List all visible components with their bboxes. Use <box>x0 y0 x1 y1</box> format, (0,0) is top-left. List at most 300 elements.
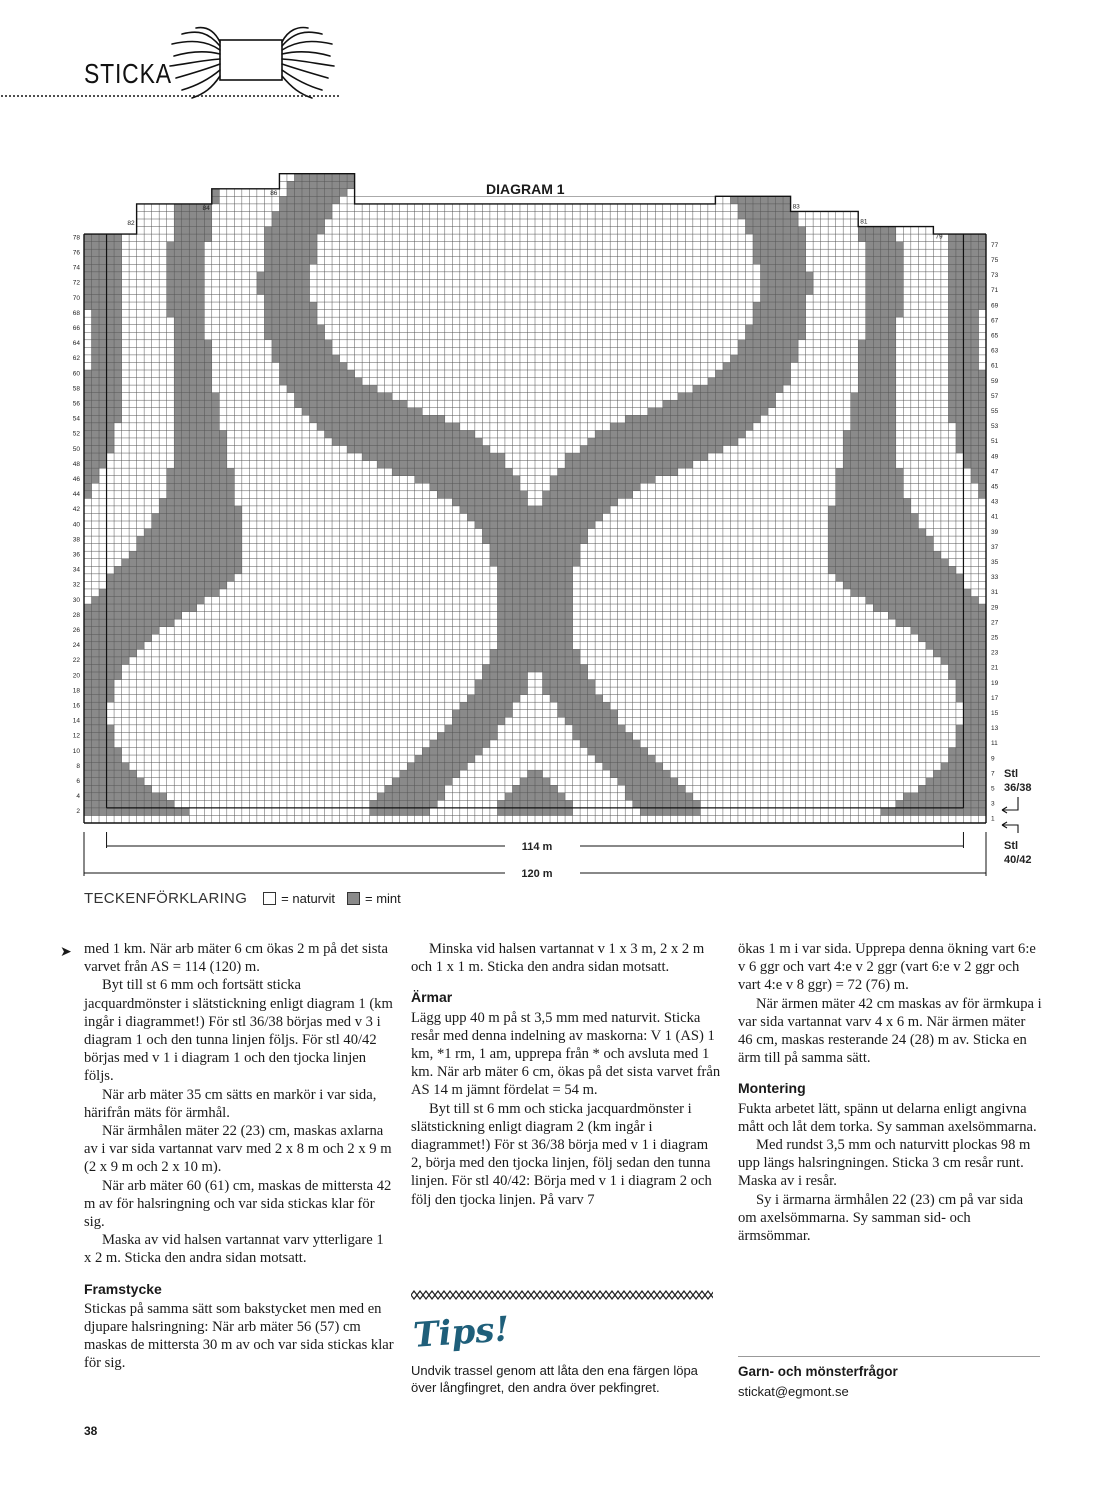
chart-cell-mint <box>618 476 626 484</box>
chart-cell-mint <box>941 800 949 808</box>
chart-cell-mint <box>212 581 220 589</box>
chart-cell-mint <box>573 513 581 521</box>
chart-cell-mint <box>978 664 986 672</box>
chart-cell-mint <box>663 800 671 808</box>
chart-cell-mint <box>580 725 588 733</box>
chart-cell-mint <box>407 770 415 778</box>
chart-cell-mint <box>144 604 152 612</box>
chart-cell-mint <box>182 529 190 537</box>
chart-cell-mint <box>625 778 633 786</box>
chart-cell-mint <box>197 242 205 250</box>
chart-cell-mint <box>92 378 100 386</box>
chart-cell-mint <box>873 506 881 514</box>
chart-cell-mint <box>174 589 182 597</box>
chart-cell-mint <box>610 468 618 476</box>
chart-cell-mint <box>550 521 558 529</box>
chart-cell-mint <box>520 498 528 506</box>
chart-cell-mint <box>460 476 468 484</box>
chart-cell-mint <box>512 597 520 605</box>
chart-cell-mint <box>565 581 573 589</box>
chart-cell-mint <box>264 264 272 272</box>
chart-cell-mint <box>978 672 986 680</box>
chart-cell-mint <box>768 211 776 219</box>
chart-cell-mint <box>84 272 92 280</box>
chart-cell-mint <box>888 393 896 401</box>
text-column-1 <box>84 940 394 1373</box>
chart-cell-mint <box>761 264 769 272</box>
chart-cell-mint <box>272 295 280 303</box>
chart-cell-mint <box>227 559 235 567</box>
chart-cell-mint <box>888 430 896 438</box>
chart-cell-mint <box>858 491 866 499</box>
chart-cell-mint <box>866 325 874 333</box>
chart-cell-mint <box>543 612 551 620</box>
chart-cell-mint <box>99 234 107 242</box>
chart-cell-mint <box>603 725 611 733</box>
chart-cell-mint <box>294 310 302 318</box>
chart-cell-mint <box>294 174 302 182</box>
row-number-right: 75 <box>991 257 999 265</box>
chart-cell-mint <box>527 589 535 597</box>
chart-cell-mint <box>370 446 378 454</box>
chart-cell-mint <box>550 657 558 665</box>
chart-cell-mint <box>527 793 535 801</box>
chart-cell-mint <box>452 438 460 446</box>
chart-cell-mint <box>107 257 115 265</box>
chart-cell-mint <box>287 211 295 219</box>
paragraph: Lägg upp 40 m på st 3,5 mm med naturvit. Sticka resår med denna indelning av maskorna: V 1 (AS) 1 km, *1 rm, 1 am, upprepa från * och avsluta med 1 km. När arb mäter 6 cm, ökas på det sista varvet från AS 14 m jämnt fördelat = 54 m. <box>411 1009 721 1099</box>
chart-cell-mint <box>648 408 656 416</box>
chart-cell-mint <box>182 536 190 544</box>
chart-cell-mint <box>512 574 520 582</box>
chart-cell-mint <box>670 468 678 476</box>
chart-cell-mint <box>573 453 581 461</box>
chart-cell-mint <box>776 347 784 355</box>
chart-cell-mint <box>174 536 182 544</box>
row-number-left: 42 <box>72 506 80 514</box>
chart-cell-mint <box>610 498 618 506</box>
chart-cell-mint <box>565 695 573 703</box>
chart-cell-mint <box>948 763 956 771</box>
chart-cell-mint <box>640 748 648 756</box>
chart-cell-mint <box>415 446 423 454</box>
chart-cell-mint <box>543 800 551 808</box>
chart-cell-mint <box>956 770 964 778</box>
chart-cell-mint <box>783 249 791 257</box>
chart-cell-mint <box>332 408 340 416</box>
chart-cell-mint <box>84 370 92 378</box>
chart-cell-mint <box>881 536 889 544</box>
chart-cell-mint <box>99 295 107 303</box>
chart-cell-mint <box>843 453 851 461</box>
chart-cell-mint <box>212 423 220 431</box>
chart-cell-mint <box>400 770 408 778</box>
chart-cell-mint <box>978 491 986 499</box>
chart-cell-mint <box>430 763 438 771</box>
chart-cell-mint <box>437 430 445 438</box>
chart-cell-mint <box>753 378 761 386</box>
chart-cell-mint <box>866 242 874 250</box>
chart-cell-mint <box>978 687 986 695</box>
chart-cell-mint <box>941 559 949 567</box>
chart-cell-mint <box>550 574 558 582</box>
chart-cell-mint <box>873 302 881 310</box>
paragraph: Minska vid halsen vartannat v 1 x 3 m, 2 x 2 m och 1 x 1 m. Sticka den andra sidan motsatt. <box>411 941 705 976</box>
chart-cell-mint <box>287 249 295 257</box>
chart-cell-mint <box>482 476 490 484</box>
chart-cell-mint <box>971 430 979 438</box>
chart-cell-mint <box>873 415 881 423</box>
chart-cell-mint <box>866 317 874 325</box>
chart-cell-mint <box>543 808 551 816</box>
chart-cell-mint <box>971 604 979 612</box>
row-number-right: 73 <box>991 272 999 280</box>
chart-cell-mint <box>565 627 573 635</box>
chart-cell-mint <box>122 808 130 816</box>
chart-cell-mint <box>182 461 190 469</box>
chart-cell-mint <box>693 800 701 808</box>
chart-cell-mint <box>512 808 520 816</box>
chart-cell-mint <box>452 732 460 740</box>
chart-cell-mint <box>189 302 197 310</box>
chart-cell-mint <box>926 634 934 642</box>
chart-cell-mint <box>99 778 107 786</box>
chart-cell-mint <box>189 355 197 363</box>
chart-cell-mint <box>527 597 535 605</box>
chart-cell-mint <box>272 227 280 235</box>
chart-cell-mint <box>212 529 220 537</box>
chart-cell-mint <box>663 468 671 476</box>
chart-cell-mint <box>264 295 272 303</box>
chart-cell-mint <box>340 438 348 446</box>
chart-cell-mint <box>287 370 295 378</box>
chart-cell-mint <box>355 446 363 454</box>
row-number-right: 7 <box>991 770 995 778</box>
chart-cell-mint <box>144 793 152 801</box>
chart-cell-mint <box>881 408 889 416</box>
chart-cell-mint <box>550 619 558 627</box>
chart-cell-mint <box>625 748 633 756</box>
chart-cell-mint <box>272 310 280 318</box>
chart-cell-mint <box>836 559 844 567</box>
chart-cell-mint <box>505 536 513 544</box>
chart-cell-mint <box>497 529 505 537</box>
chart-cell-mint <box>851 408 859 416</box>
chart-cell-mint <box>122 763 130 771</box>
chart-cell-mint <box>888 483 896 491</box>
chart-cell-mint <box>527 634 535 642</box>
chart-cell-mint <box>197 332 205 340</box>
chart-cell-mint <box>963 249 971 257</box>
chart-cell-mint <box>588 468 596 476</box>
chart-cell-mint <box>129 778 137 786</box>
chart-cell-mint <box>866 544 874 552</box>
chart-cell-mint <box>182 302 190 310</box>
chart-cell-mint <box>610 476 618 484</box>
chart-cell-mint <box>963 800 971 808</box>
chart-cell-mint <box>99 446 107 454</box>
chart-cell-mint <box>204 340 212 348</box>
row-number-shoulder: 79 <box>935 233 943 241</box>
chart-cell-mint <box>400 800 408 808</box>
chart-cell-mint <box>535 612 543 620</box>
chart-cell-mint <box>204 468 212 476</box>
chart-cell-mint <box>167 529 175 537</box>
chart-cell-mint <box>197 408 205 416</box>
chart-cell-mint <box>490 551 498 559</box>
chart-cell-mint <box>978 400 986 408</box>
chart-cell-mint <box>881 227 889 235</box>
chart-cell-mint <box>512 612 520 620</box>
chart-cell-mint <box>114 574 122 582</box>
chart-cell-mint <box>152 597 160 605</box>
chart-cell-mint <box>452 468 460 476</box>
chart-cell-mint <box>543 544 551 552</box>
chart-cell-mint <box>174 287 182 295</box>
chart-cell-mint <box>648 793 656 801</box>
chart-cell-mint <box>873 242 881 250</box>
chart-cell-mint <box>212 468 220 476</box>
chart-cell-mint <box>873 574 881 582</box>
row-number-left: 4 <box>76 793 80 801</box>
chart-cell-mint <box>167 612 175 620</box>
chart-cell-mint <box>618 453 626 461</box>
chart-cell-mint <box>317 181 325 189</box>
chart-cell-mint <box>467 725 475 733</box>
chart-cell-mint <box>580 453 588 461</box>
chart-cell-mint <box>99 589 107 597</box>
chart-cell-mint <box>137 642 145 650</box>
chart-cell-mint <box>565 476 573 484</box>
chart-cell-mint <box>137 800 145 808</box>
chart-cell-mint <box>505 551 513 559</box>
chart-cell-mint <box>888 257 896 265</box>
chart-cell-mint <box>881 491 889 499</box>
chart-cell-mint <box>558 808 566 816</box>
chart-cell-mint <box>783 234 791 242</box>
chart-cell-mint <box>640 808 648 816</box>
chart-cell-mint <box>851 453 859 461</box>
chart-cell-mint <box>107 574 115 582</box>
chart-cell-mint <box>963 310 971 318</box>
chart-cell-mint <box>836 551 844 559</box>
chart-cell-mint <box>685 400 693 408</box>
chart-cell-mint <box>167 476 175 484</box>
row-number-left: 78 <box>72 234 80 242</box>
chart-cell-mint <box>182 513 190 521</box>
chart-cell-mint <box>588 748 596 756</box>
contact-email[interactable]: stickat@egmont.se <box>738 1384 849 1399</box>
chart-cell-mint <box>152 566 160 574</box>
row-number-left: 66 <box>72 324 80 332</box>
chart-cell-mint <box>84 257 92 265</box>
chart-cell-mint <box>527 581 535 589</box>
chart-cell-mint <box>918 634 926 642</box>
chart-cell-mint <box>971 302 979 310</box>
chart-cell-mint <box>866 438 874 446</box>
chart-cell-mint <box>107 778 115 786</box>
chart-cell-mint <box>565 468 573 476</box>
chart-cell-mint <box>580 702 588 710</box>
chart-cell-mint <box>302 242 310 250</box>
chart-cell-mint <box>92 687 100 695</box>
chart-cell-mint <box>685 461 693 469</box>
chart-cell-mint <box>385 793 393 801</box>
chart-cell-mint <box>84 400 92 408</box>
chart-cell-mint <box>92 612 100 620</box>
chart-cell-mint <box>482 513 490 521</box>
chart-cell-mint <box>648 476 656 484</box>
chart-cell-mint <box>302 325 310 333</box>
chart-cell-mint <box>174 249 182 257</box>
chart-cell-mint <box>963 597 971 605</box>
chart-cell-mint <box>490 491 498 499</box>
chart-cell-mint <box>497 808 505 816</box>
chart-cell-mint <box>543 574 551 582</box>
chart-cell-mint <box>197 295 205 303</box>
chart-cell-mint <box>475 513 483 521</box>
chart-cell-mint <box>655 785 663 793</box>
chart-cell-mint <box>144 619 152 627</box>
chart-cell-mint <box>888 347 896 355</box>
chart-cell-mint <box>189 468 197 476</box>
chart-cell-mint <box>332 174 340 182</box>
chart-cell-mint <box>655 468 663 476</box>
chart-cell-mint <box>362 430 370 438</box>
chart-cell-mint <box>512 642 520 650</box>
chart-cell-mint <box>490 483 498 491</box>
chart-cell-mint <box>197 219 205 227</box>
chart-cell-mint <box>527 513 535 521</box>
chart-cell-mint <box>490 680 498 688</box>
chart-cell-mint <box>888 476 896 484</box>
chart-cell-mint <box>294 211 302 219</box>
chart-cell-mint <box>287 302 295 310</box>
chart-cell-mint <box>881 310 889 318</box>
chart-cell-mint <box>573 468 581 476</box>
chart-cell-mint <box>745 423 753 431</box>
chart-cell-mint <box>167 491 175 499</box>
chart-cell-mint <box>783 242 791 250</box>
chart-cell-mint <box>888 234 896 242</box>
chart-cell-mint <box>287 264 295 272</box>
chart-cell-mint <box>114 634 122 642</box>
chart-cell-mint <box>219 438 227 446</box>
chart-cell-mint <box>971 461 979 469</box>
chart-cell-mint <box>415 438 423 446</box>
size-label-small-prefix: Stl <box>1004 768 1019 780</box>
chart-cell-mint <box>527 612 535 620</box>
chart-cell-mint <box>475 717 483 725</box>
chart-cell-mint <box>761 295 769 303</box>
chart-cell-mint <box>174 242 182 250</box>
chart-cell-mint <box>648 800 656 808</box>
chart-cell-mint <box>234 559 242 567</box>
chart-cell-mint <box>858 355 866 363</box>
chart-cell-mint <box>843 513 851 521</box>
chart-cell-mint <box>325 385 333 393</box>
chart-cell-mint <box>911 800 919 808</box>
chart-cell-mint <box>159 612 167 620</box>
chart-cell-mint <box>761 196 769 204</box>
chart-cell-mint <box>565 498 573 506</box>
chart-cell-mint <box>783 295 791 303</box>
chart-cell-mint <box>219 483 227 491</box>
chart-cell-mint <box>272 347 280 355</box>
size-label-small: 36/38 <box>1004 782 1032 794</box>
row-number-right: 19 <box>991 679 999 687</box>
chart-cell-mint <box>392 778 400 786</box>
chart-cell-mint <box>903 566 911 574</box>
chart-cell-mint <box>204 453 212 461</box>
chart-cell-mint <box>670 461 678 469</box>
chart-cell-mint <box>896 264 904 272</box>
chart-cell-mint <box>452 710 460 718</box>
chart-cell-mint <box>978 415 986 423</box>
chart-cell-mint <box>204 521 212 529</box>
chart-cell-mint <box>978 483 986 491</box>
chart-cell-mint <box>512 649 520 657</box>
chart-cell-mint <box>174 302 182 310</box>
chart-cell-mint <box>911 808 919 816</box>
chart-cell-mint <box>287 219 295 227</box>
chart-cell-mint <box>881 438 889 446</box>
chart-cell-mint <box>948 619 956 627</box>
chart-cell-mint <box>497 657 505 665</box>
chart-cell-mint <box>633 438 641 446</box>
chart-cell-mint <box>92 755 100 763</box>
chart-cell-mint <box>159 506 167 514</box>
chart-cell-mint <box>84 785 92 793</box>
chart-cell-mint <box>558 657 566 665</box>
chart-cell-mint <box>851 513 859 521</box>
row-number-right: 27 <box>991 619 999 627</box>
chart-cell-mint <box>99 279 107 287</box>
chart-cell-mint <box>497 589 505 597</box>
chart-cell-mint <box>415 468 423 476</box>
chart-cell-mint <box>325 174 333 182</box>
chart-cell-mint <box>663 415 671 423</box>
chart-cell-mint <box>911 793 919 801</box>
chart-cell-mint <box>843 468 851 476</box>
chart-cell-mint <box>933 800 941 808</box>
chart-cell-mint <box>279 332 287 340</box>
chart-cell-mint <box>791 219 799 227</box>
chart-cell-mint <box>159 498 167 506</box>
chart-cell-mint <box>776 325 784 333</box>
chart-cell-mint <box>219 430 227 438</box>
chart-cell-mint <box>715 438 723 446</box>
chart-cell-mint <box>971 778 979 786</box>
chart-cell-mint <box>527 778 535 786</box>
chart-cell-mint <box>482 506 490 514</box>
chart-cell-mint <box>189 476 197 484</box>
chart-cell-mint <box>978 385 986 393</box>
chart-cell-mint <box>971 634 979 642</box>
chart-cell-mint <box>956 664 964 672</box>
chart-cell-mint <box>776 249 784 257</box>
chart-cell-mint <box>189 566 197 574</box>
chart-cell-mint <box>881 808 889 816</box>
chart-cell-mint <box>332 415 340 423</box>
chart-cell-mint <box>212 446 220 454</box>
chart-cell-mint <box>558 619 566 627</box>
chart-cell-mint <box>430 423 438 431</box>
chart-cell-mint <box>415 778 423 786</box>
chart-cell-mint <box>92 702 100 710</box>
chart-cell-mint <box>362 393 370 401</box>
chart-cell-mint <box>948 385 956 393</box>
